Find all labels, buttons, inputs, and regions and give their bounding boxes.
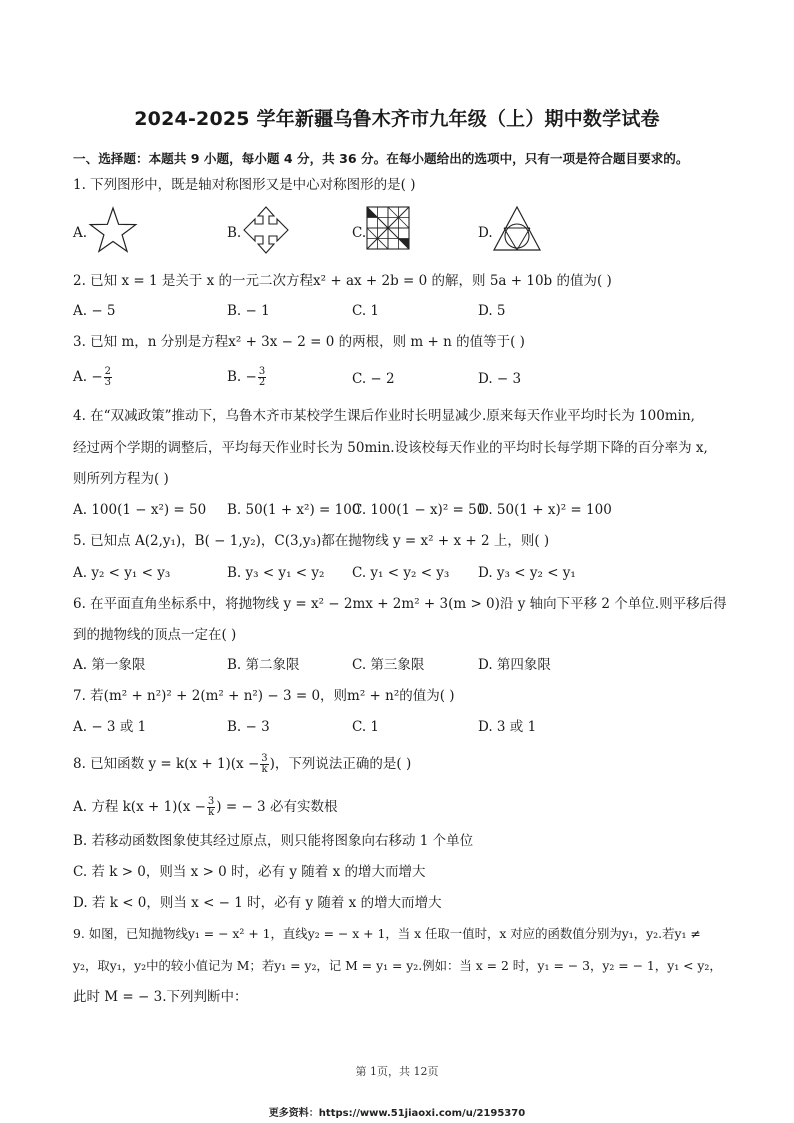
question-2-stem: 2. 已知 x = 1 是关于 x 的一元二次方程x² + ax + 2b = 0 的解，则 5a + 10b 的值为( ) (73, 273, 612, 289)
question-3-stem: 3. 已知 m，n 分别是方程x² + 3x − 2 = 0 的两根，则 m + n 的值等于( ) (73, 334, 525, 350)
q6-option-b: B. 第二象限 (227, 657, 300, 673)
q8-option-c: C. 若 k > 0，则当 x > 0 时，必有 y 随着 x 的增大而增大 (73, 864, 426, 880)
q3-option-b: B. − $\frac{3}{2}$ (227, 366, 266, 388)
q7-option-d: D. 3 或 1 (478, 719, 537, 735)
question-4-line-3: 则所列方程为( ) (73, 471, 169, 487)
q2-option-b: B. − 1 (227, 303, 270, 319)
q4-option-c: C. 100(1 − x)² = 50 (352, 502, 486, 518)
q5-option-b: B. y₃ < y₁ < y₂ (227, 565, 325, 581)
question-5-stem: 5. 已知点 A(2,y₁)，B( − 1,y₂)，C(3,y₃)都在抛物线 y = x² + x + 2 上，则( ) (73, 533, 550, 549)
q6-option-c: C. 第三象限 (352, 657, 425, 673)
q1-option-a-label: A. (73, 225, 88, 241)
q5-option-a: A. y₂ < y₁ < y₃ (73, 565, 171, 581)
q5-option-d: D. y₃ < y₂ < y₁ (478, 565, 576, 581)
q1-option-b-label: B. (227, 225, 242, 241)
section-heading: 一、选择题：本题共 9 小题，每小题 4 分，共 36 分。在每小题给出的选项中，只有一项是符合题目要求的。 (73, 151, 689, 166)
q8-option-a: A. 方程 k(x + 1)(x − $\frac{3}{k}$ ) = − 3 必有实数根 (73, 796, 338, 818)
four-arrow-shape (244, 207, 288, 253)
q3-option-a: A. − $\frac{2}{3}$ (73, 366, 112, 388)
q8-option-b: B. 若移动函数图象使其经过原点，则只能将图象向右移动 1 个单位 (73, 833, 474, 849)
watermark-link[interactable]: 更多资料：https://www.51jiaoxi.com/u/2195370 (268, 1108, 526, 1119)
q2-option-a: A. − 5 (73, 303, 116, 319)
q7-option-b: B. − 3 (227, 719, 270, 735)
q4-option-a: A. 100(1 − x²) = 50 (73, 502, 207, 518)
q6-option-a: A. 第一象限 (73, 657, 146, 673)
question-4-line-2: 经过两个学期的调整后，平均每天作业时长为 50min.设该校每天作业的平均时长每学期下降的百分率为 x, (73, 440, 708, 456)
page-title: 2024-2025 学年新疆乌鲁木齐市九年级（上）期中数学试卷 (134, 108, 660, 130)
q7-option-c: C. 1 (352, 719, 380, 735)
q3-option-c: C. − 2 (352, 371, 395, 387)
q3-option-d: D. − 3 (478, 371, 522, 387)
q1-option-d-label: D. (478, 225, 493, 241)
q4-option-b: B. 50(1 + x²) = 100 (227, 502, 361, 518)
question-1-stem: 1. 下列图形中，既是轴对称图形又是中心对称图形的是( ) (73, 177, 416, 193)
q6-option-d: D. 第四象限 (478, 657, 551, 673)
question-9-line-2: y₂，取y₁，y₂中的较小值记为 M；若y₁ = y₂，记 M = y₁ = y₂.例如：当 x = 2 时，y₁ = − 3，y₂ = − 1，y₁ < y₂， (73, 958, 722, 973)
question-6-line-1: 6. 在平面直角坐标系中，将抛物线 y = x² − 2mx + 2m² + 3(m > 0)沿 y 轴向下平移 2 个单位.则平移后得 (73, 596, 727, 612)
q7-option-a: A. − 3 或 1 (73, 719, 147, 735)
question-4-line-1: 4. 在“双减政策”推动下，乌鲁木齐市某校学生课后作业时长明显减少.原来每天作业平均时长为 100min, (73, 408, 695, 424)
q2-option-d: D. 5 (478, 303, 506, 319)
q2-option-c: C. 1 (352, 303, 380, 319)
q1-figure-grid-pattern (366, 206, 410, 254)
q1-figure-triangle-circle (492, 205, 542, 257)
question-7-stem: 7. 若(m² + n²)² + 2(m² + n²) − 3 = 0，则m² + n²的值为( ) (73, 688, 455, 704)
question-9-line-3: 此时 M = − 3.下列判断中： (73, 989, 248, 1005)
star-shape (90, 208, 136, 251)
q1-option-c-label: C. (352, 225, 367, 241)
question-9-line-1: 9. 如图，已知抛物线y₁ = − x² + 1，直线y₂ = − x + 1，当 x 任取一值时，x 对应的函数值分别为y₁，y₂.若y₁ ≠ (73, 926, 701, 941)
q8-option-d: D. 若 k < 0，则当 x < − 1 时，必有 y 随着 x 的增大而增大 (73, 895, 442, 911)
q1-figure-star (88, 206, 138, 258)
question-6-line-2: 到的抛物线的顶点一定在( ) (73, 627, 237, 643)
question-8-stem: 8. 已知函数 y = k(x + 1)(x − $\frac{3}{k}$ )，下列说法正确的是( ) (73, 753, 412, 775)
q5-option-c: C. y₁ < y₂ < y₃ (352, 565, 450, 581)
q1-figure-arrows (241, 205, 291, 259)
page-footer: 第 1页，共 12页 (355, 1065, 439, 1078)
q4-option-d: D. 50(1 + x)² = 100 (478, 502, 612, 518)
